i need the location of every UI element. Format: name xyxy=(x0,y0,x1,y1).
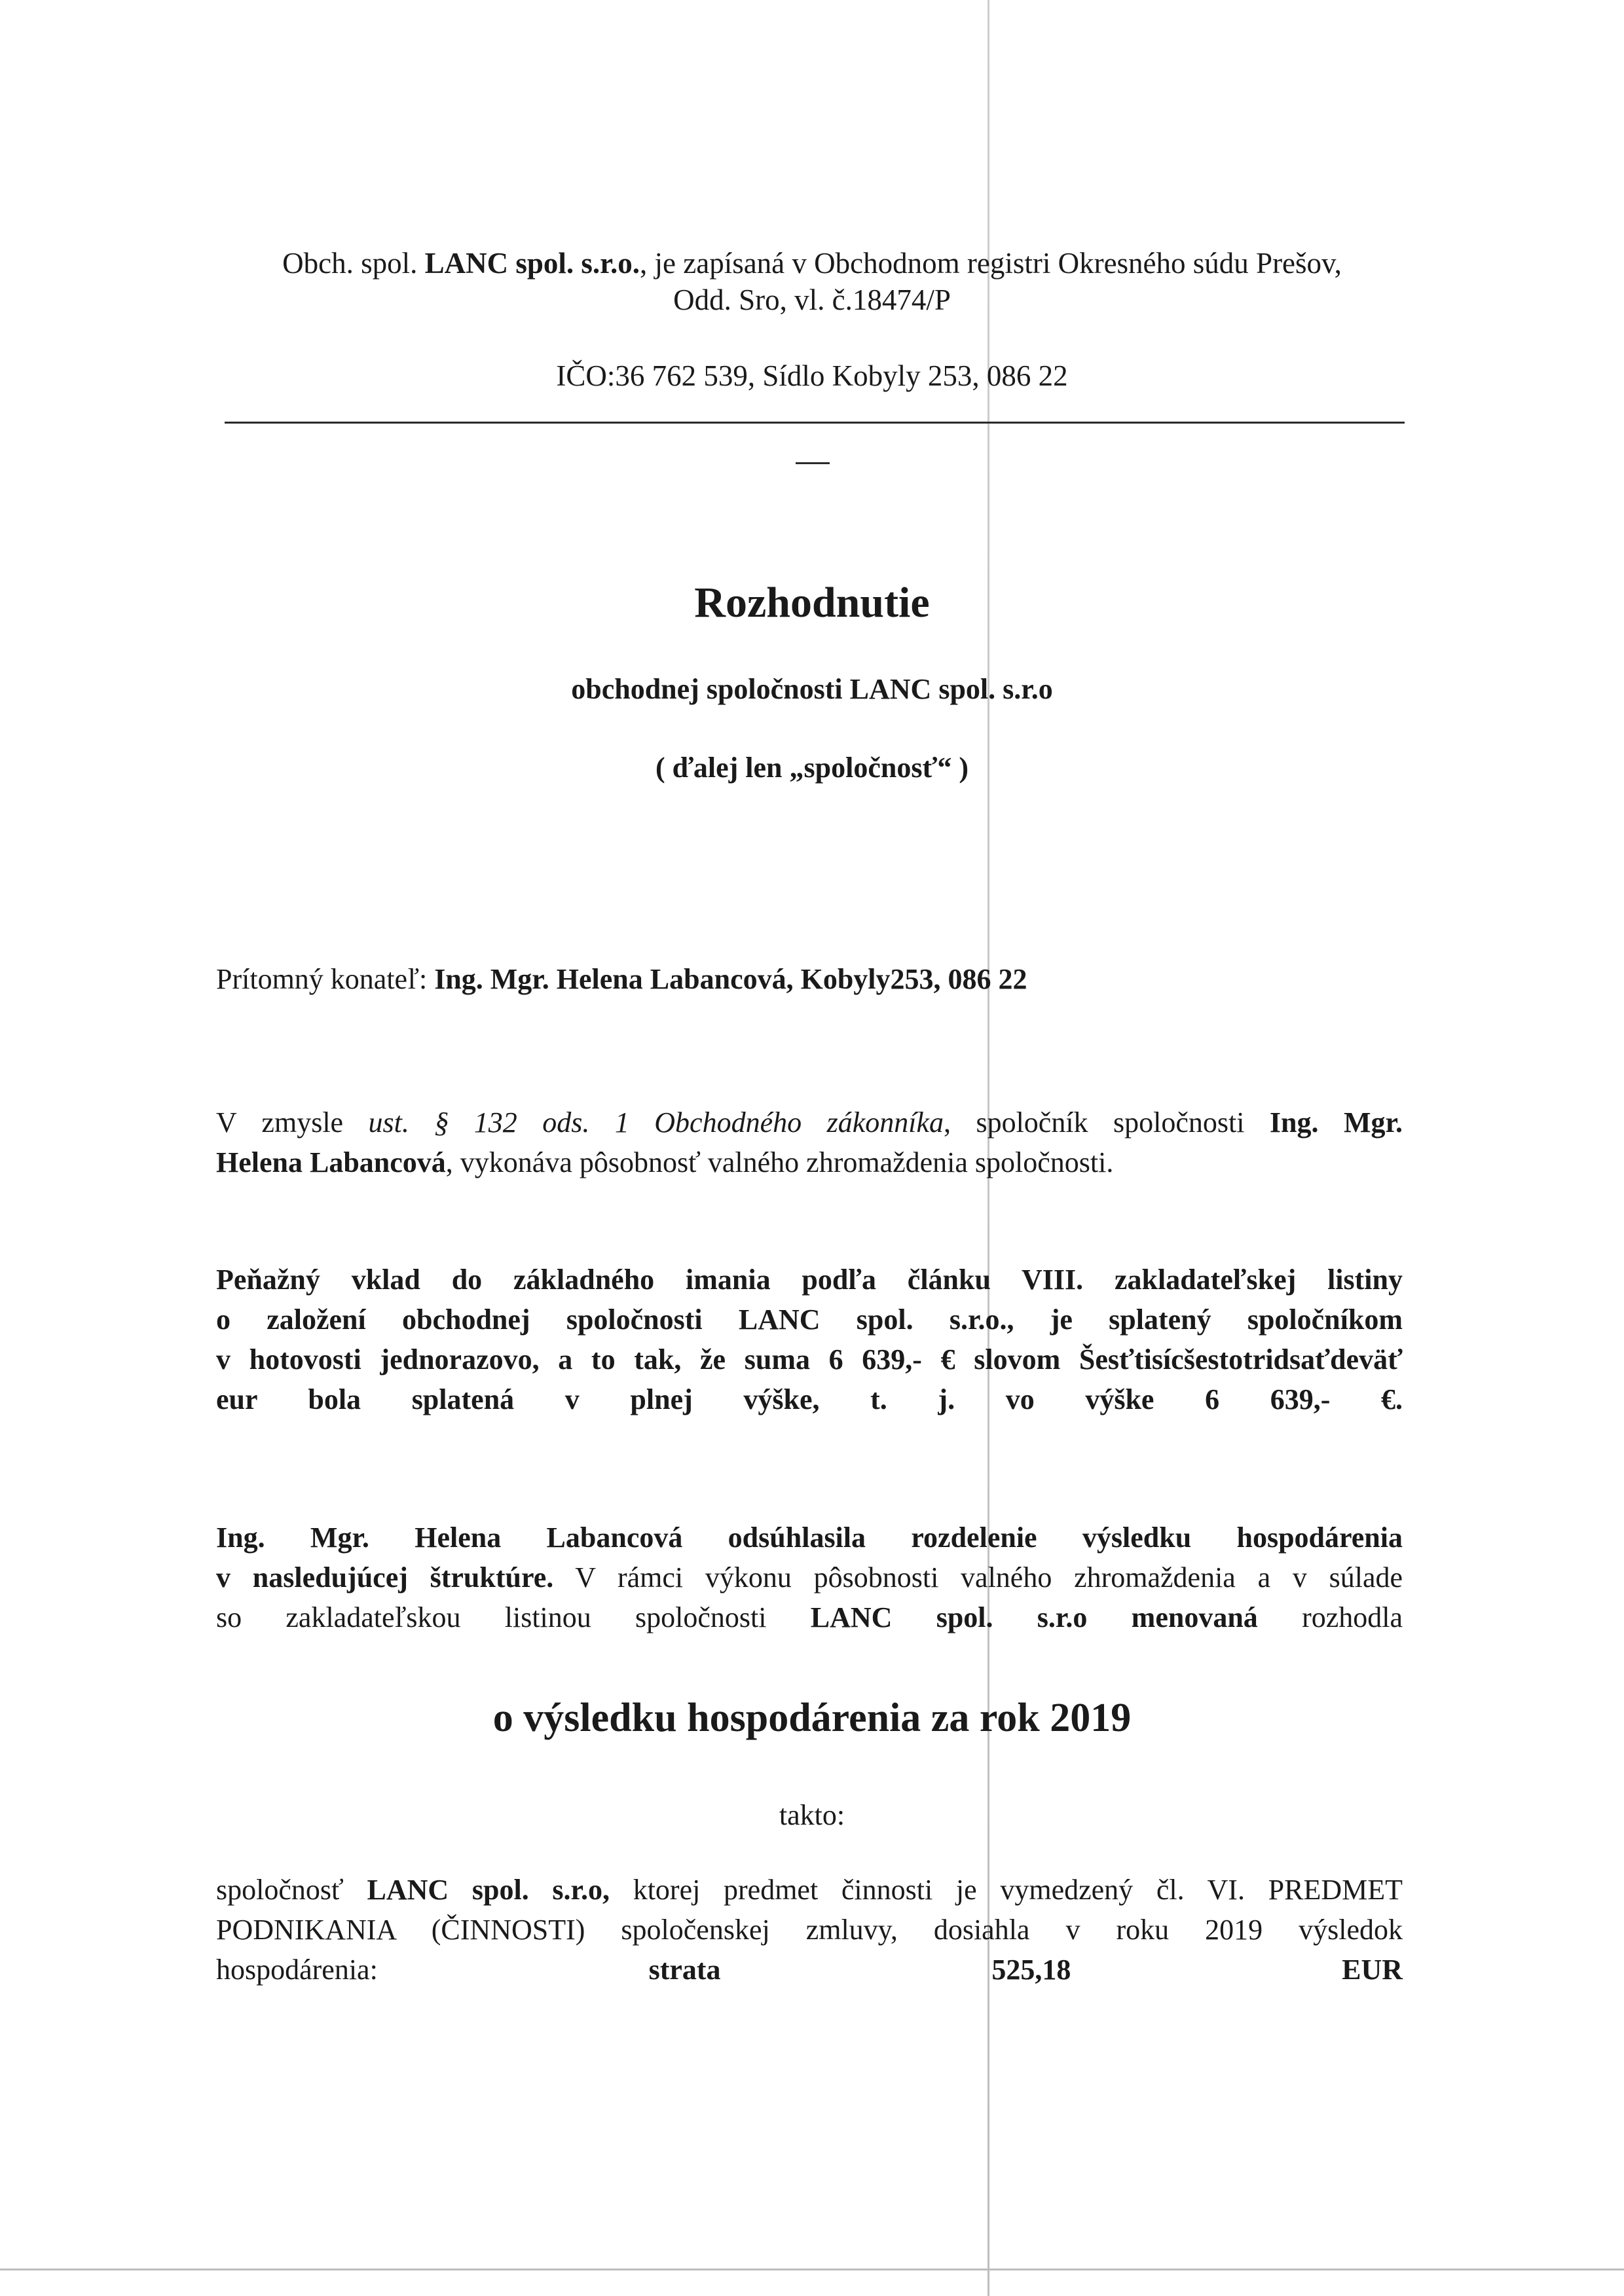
vklad-paragraph: Peňažný vklad do základného imania podľa článku VIII. zakladateľskej listiny o založení obchodnej spoločnosti LANC spol. s.r.o., je splatený spoločníkom v hotovosti jednorazovo, a to tak, že suma 6 639,- € slovom Šesťtisícšestotridsaťdeväť eur bola splatená v plnej výške, t. j. vo výške 6 639,- €. xyxy=(216,1264,1403,1415)
final-paragraph: spoločnosť LANC spol. s.r.o, ktorej predmet činnosti je vymedzený čl. VI. PREDMET PODNIKANIA (ČINNOSTI) spoločenskej zmluvy, dosiahla v roku 2019 výsledok hospodárenia: strata 525,18 EUR xyxy=(216,1874,1403,1986)
document-subtitle-note: ( ďalej len „spoločnosť“ ) xyxy=(655,752,969,784)
konatel-paragraph xyxy=(216,959,1403,999)
document-title: Rozhodnutie xyxy=(694,579,930,627)
header-divider xyxy=(225,422,1405,424)
konatel-value: Ing. Mgr. Helena Labancová, Kobyly253, 086 22 xyxy=(434,963,1027,995)
result-heading: o výsledku hospodárenia za rok 2019 xyxy=(492,1696,1132,1740)
konatel-label: Prítomný konateľ: xyxy=(216,963,435,995)
header-dash xyxy=(796,462,830,464)
scan-bottom-line xyxy=(0,2269,1624,2270)
document-subtitle: obchodnej spoločnosti LANC spol. s.r.o xyxy=(571,673,1053,705)
result-value: strata 525,18 EUR xyxy=(648,1954,1403,1986)
helena-paragraph: Ing. Mgr. Helena Labancová odsúhlasila rozdelenie výsledku hospodárenia v nasledujúcej štruktúre. V rámci výkonu pôsobnosti valného zhromaždenia a v súlade so zakladateľskou listinou spoločnosti LANC spol. s.r.o menovaná rozhodla xyxy=(216,1522,1403,1633)
header-ico-address: IČO:36 762 539, Sídlo Kobyly 253, 086 22 xyxy=(556,359,1068,392)
zmysle-paragraph: V zmysle ust. § 132 ods. 1 Obchodného zákonníka, spoločník spoločnosti Ing. Mgr. Helena Labancová, vykonáva pôsobnosť valného zhromaždenia spoločnosti. xyxy=(216,1106,1403,1178)
header-registration-line: Obch. spol. LANC spol. s.r.o., je zapísaná v Obchodnom registri Okresného súdu Prešov, xyxy=(282,247,1342,280)
header-registration-number: Odd. Sro, vl. č.18474/P xyxy=(673,283,951,316)
takto-label: takto: xyxy=(779,1799,845,1831)
